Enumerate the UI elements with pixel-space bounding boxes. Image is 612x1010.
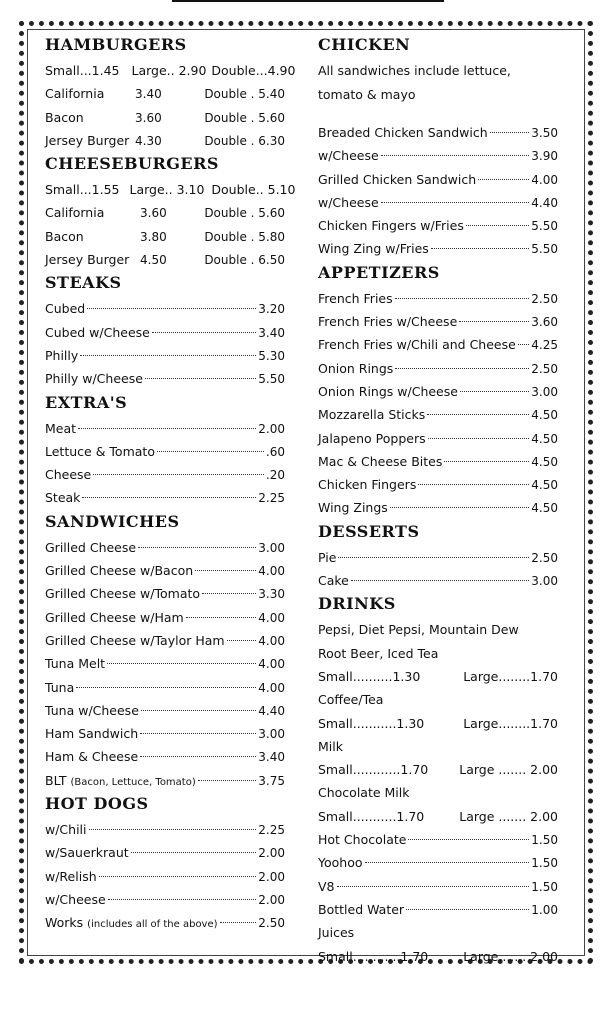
menu-item: Philly w/Cheese 5.50	[45, 371, 285, 387]
section-title-chicken: CHICKEN	[318, 35, 411, 54]
cheeseburger-size-prices: Small...1.55 Large.. 3.10 Double.. 5.10	[45, 182, 296, 198]
menu-item: BLT (Bacon, Lettuce, Tomato) 3.75	[45, 772, 285, 788]
menu-item: Jalapeno Poppers 4.50	[318, 430, 558, 446]
section-title-cheeseburgers: CHEESEBURGERS	[45, 154, 219, 174]
menu-item: w/Relish 2.00	[45, 868, 285, 884]
drink-label: Chocolate Milk	[318, 785, 410, 801]
section-title-sandwiches: SANDWICHES	[45, 511, 180, 531]
drink-size-prices: Small............1.70 Large ....... 2.00	[318, 762, 558, 778]
menu-item: Tuna w/Cheese 4.40	[45, 702, 285, 718]
section-title-extras: EXTRA'S	[45, 392, 128, 412]
menu-item: w/Cheese 4.40	[318, 194, 558, 210]
drink-size-prices: Small...........1.30 Large........1.70	[318, 715, 558, 731]
menu-item: Tuna 4.00	[45, 679, 285, 695]
menu-item: Wing Zing w/Fries 5.50	[318, 241, 558, 257]
menu-item: Hot Chocolate 1.50	[318, 832, 558, 848]
chicken-note: All sandwiches include lettuce,	[318, 63, 511, 78]
chicken-note: tomato & mayo	[318, 87, 416, 102]
menu-item: Grilled Cheese w/Taylor Ham 4.00	[45, 632, 285, 648]
drink-size-prices: Small............1.70 Large....... 2.00	[318, 948, 558, 964]
menu-item: Cheese .20	[45, 467, 285, 483]
menu-item: Lettuce & Tomato .60	[45, 443, 285, 459]
menu-item: Grilled Cheese 3.00	[45, 539, 285, 555]
menu-item: Chicken Fingers 4.50	[318, 477, 558, 493]
menu-item: Ham & Cheese 3.40	[45, 749, 285, 765]
menu-item: w/Chili 2.25	[45, 822, 285, 838]
section-title-drinks: DRINKS	[318, 594, 396, 614]
menu-right-column	[318, 33, 558, 968]
menu-item: w/Cheese 3.90	[318, 148, 558, 164]
drink-label: Milk	[318, 738, 343, 754]
menu-item: Philly 5.30	[45, 347, 285, 363]
menu-item: Bacon 3.60 Double . 5.60	[45, 109, 285, 125]
section-title-hot-dogs: HOT DOGS	[45, 794, 149, 814]
menu-item: Grilled Cheese w/Tomato 3.30	[45, 586, 285, 602]
menu-item: Bacon 3.80 Double . 5.80	[45, 228, 285, 244]
menu-item: Breaded Chicken Sandwich 3.50	[318, 125, 558, 140]
menu-item: Onion Rings 2.50	[318, 360, 558, 376]
menu-item: Grilled Chicken Sandwich 4.00	[318, 171, 558, 187]
drink-label: Juices	[318, 925, 355, 941]
menu-item: Mac & Cheese Bites 4.50	[318, 453, 558, 469]
menu-item: Pie 2.50	[318, 549, 558, 565]
drink-soda-list: Root Beer, Iced Tea	[318, 645, 439, 661]
menu-item: Chicken Fingers w/Fries 5.50	[318, 218, 558, 234]
menu-item: Yoohoo 1.50	[318, 855, 558, 871]
menu-item: V8 1.50	[318, 878, 558, 894]
menu-item: Bottled Water 1.00	[318, 901, 558, 917]
menu-item: Onion Rings w/Cheese 3.00	[318, 383, 558, 399]
menu-item: Meat 2.00	[45, 420, 285, 436]
section-title-steaks: STEAKS	[45, 273, 122, 293]
menu-item: w/Cheese 2.00	[45, 891, 285, 907]
menu-item: French Fries w/Chili and Cheese 4.25	[318, 337, 558, 353]
hamburger-size-prices: Small...1.45 Large.. 2.90 Double...4.90	[45, 63, 296, 78]
menu-item: Cubed 3.20	[45, 301, 285, 317]
menu-item: Cubed w/Cheese 3.40	[45, 324, 285, 340]
menu-item: Wing Zings 4.50	[318, 500, 558, 516]
menu-item: Ham Sandwich 3.00	[45, 726, 285, 742]
menu-item: French Fries w/Cheese 3.60	[318, 314, 558, 330]
drink-label: Coffee/Tea	[318, 692, 384, 708]
menu-item: Grilled Cheese w/Bacon 4.00	[45, 563, 285, 579]
top-rule	[172, 0, 444, 2]
menu-left-column	[45, 33, 296, 935]
drink-size-prices: Small..........1.30 Large........1.70	[318, 668, 558, 684]
drink-size-prices: Small...........1.70 Large ....... 2.00	[318, 808, 558, 824]
menu-item: w/Sauerkraut 2.00	[45, 845, 285, 861]
menu-item: Jersey Burger 4.30 Double . 6.30	[45, 132, 285, 148]
menu-item: French Fries 2.50	[318, 290, 558, 306]
menu-item: Mozzarella Sticks 4.50	[318, 407, 558, 423]
menu-item: Grilled Cheese w/Ham 4.00	[45, 609, 285, 625]
menu-item: Works (includes all of the above) 2.50	[45, 915, 285, 931]
menu-item: California 3.40 Double . 5.40	[45, 86, 285, 102]
section-title-desserts: DESSERTS	[318, 521, 420, 541]
menu-item: California 3.60 Double . 5.60	[45, 205, 285, 221]
section-title-hamburgers: HAMBURGERS	[45, 35, 187, 54]
section-title-appetizers: APPETIZERS	[318, 262, 440, 282]
menu-item: Tuna Melt 4.00	[45, 656, 285, 672]
menu-item: Cake 3.00	[318, 573, 558, 589]
drink-soda-list: Pepsi, Diet Pepsi, Mountain Dew	[318, 622, 519, 638]
menu-item: Jersey Burger 4.50 Double . 6.50	[45, 252, 285, 268]
menu-item: Steak 2.25	[45, 490, 285, 506]
